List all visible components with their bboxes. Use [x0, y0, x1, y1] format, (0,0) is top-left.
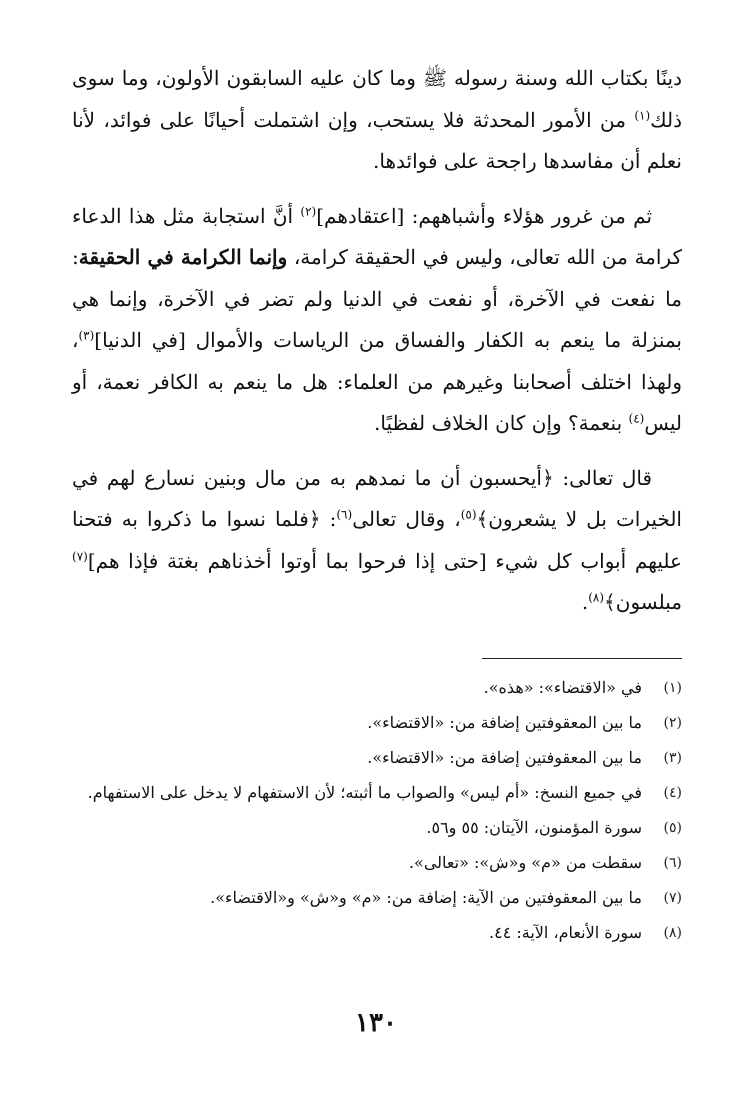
- paragraph: [72, 58, 682, 183]
- footnote-marker: (٣): [78, 328, 95, 343]
- text-segment: أنَّ استجابة مثل هذا الدعاء كرامة من الله تعالى، وليس في الحقيقة كرامة،: [72, 203, 682, 269]
- footnote-text: سورة الأنعام، الآية: ٤٤.: [489, 923, 642, 942]
- footnote: [72, 918, 682, 948]
- footnote-number: (٢): [663, 715, 682, 731]
- footnote: [72, 708, 682, 738]
- footnote-marker: (٧): [72, 548, 88, 563]
- text-segment: ، وقال تعالى: [352, 507, 461, 531]
- footnote-number: (٤): [663, 785, 682, 801]
- text-segment: .: [581, 590, 589, 614]
- footnote: [72, 883, 682, 913]
- emphasis-text: وإنما الكرامة في الحقيقة: [78, 245, 288, 269]
- main-text: [72, 58, 682, 624]
- text-segment: : ما نفعت في الآخرة، أو نفعت في الدنيا ولم تضر في الآخرة، وإنما هي بمنزلة ما ينعم به الكفار والفساق من الرياسات والأموال [في الدنيا]: [72, 245, 682, 352]
- text-segment: ثم من غرور هؤلاء وأشباههم: [اعتقادهم]: [316, 203, 653, 228]
- text-segment: بنعمة؟ وإن كان الخلاف لفظيًا.: [374, 411, 629, 435]
- footnote-text: في «الاقتضاء»: «هذه».: [483, 678, 642, 697]
- footnote-text: ما بين المعقوفتين من الآية: إضافة من: «م» و«ش» و«الاقتضاء».: [210, 888, 642, 907]
- paragraph: [72, 196, 682, 445]
- footnote-marker: (٢): [300, 203, 317, 218]
- footnote-number: (١): [663, 680, 682, 696]
- footnote: [72, 778, 682, 808]
- footnote-text: ما بين المعقوفتين إضافة من: «الاقتضاء».: [367, 713, 642, 732]
- text-segment: قال تعالى: ﴿أيحسبون أن ما نمدهم به من مال وبنين نسارع لهم في الخيرات بل لا يشعرون﴾: [72, 465, 682, 531]
- page-number: ١٣٠: [355, 1008, 397, 1038]
- footnote-text: سقطت من «م» و«ش»: «تعالى».: [408, 853, 642, 872]
- text-segment: مبلسون﴾: [604, 590, 682, 614]
- footnote-divider: [482, 658, 682, 659]
- footnote-number: (٣): [663, 750, 682, 766]
- footnote: [72, 673, 682, 703]
- text-segment: : ﴿فلما نسوا ما ذكروا به فتحنا عليهم أبواب كل شيء [حتى إذا فرحوا بما أوتوا أخذناهم بغتة فإذا هم]: [72, 507, 682, 573]
- footnote-number: (٨): [663, 925, 682, 941]
- footnote-text: سورة المؤمنون، الآيتان: ٥٥ و٥٦.: [426, 818, 642, 837]
- footnote: [72, 743, 682, 773]
- footnote: [72, 813, 682, 843]
- footnotes-list: [72, 673, 682, 953]
- footnote-number: (٦): [663, 855, 682, 871]
- footnote: [72, 848, 682, 878]
- footnote-text: في جميع النسخ: «أم ليس» والصواب ما أثبته؛ لأن الاستفهام لا يدخل على الاستفهام.: [87, 783, 642, 802]
- footnote-marker: (٨): [588, 590, 605, 605]
- footnote-number: (٧): [663, 890, 682, 906]
- text-segment: دينًا بكتاب الله وسنة رسوله ﷺ وما كان عليه السابقون الأولون، وما سوى ذلك: [72, 66, 682, 132]
- paragraph: [72, 458, 682, 624]
- footnote-marker: (٥): [460, 507, 477, 522]
- footnote-marker: (١): [634, 107, 651, 122]
- text-segment: ، ولهذا اختلف أصحابنا وغيرهم من العلماء: هل ما ينعم به الكافر نعمة، أو ليس: [72, 328, 682, 435]
- footnote-marker: (٦): [336, 507, 353, 522]
- footnote-text: ما بين المعقوفتين إضافة من: «الاقتضاء».: [367, 748, 642, 767]
- footnote-marker: (٤): [628, 411, 645, 426]
- text-segment: من الأمور المحدثة فلا يستحب، وإن اشتملت أحيانًا على فوائد، لأنا نعلم أن مفاسدها راجحة على فوائدها.: [72, 107, 682, 173]
- footnote-number: (٥): [663, 820, 682, 836]
